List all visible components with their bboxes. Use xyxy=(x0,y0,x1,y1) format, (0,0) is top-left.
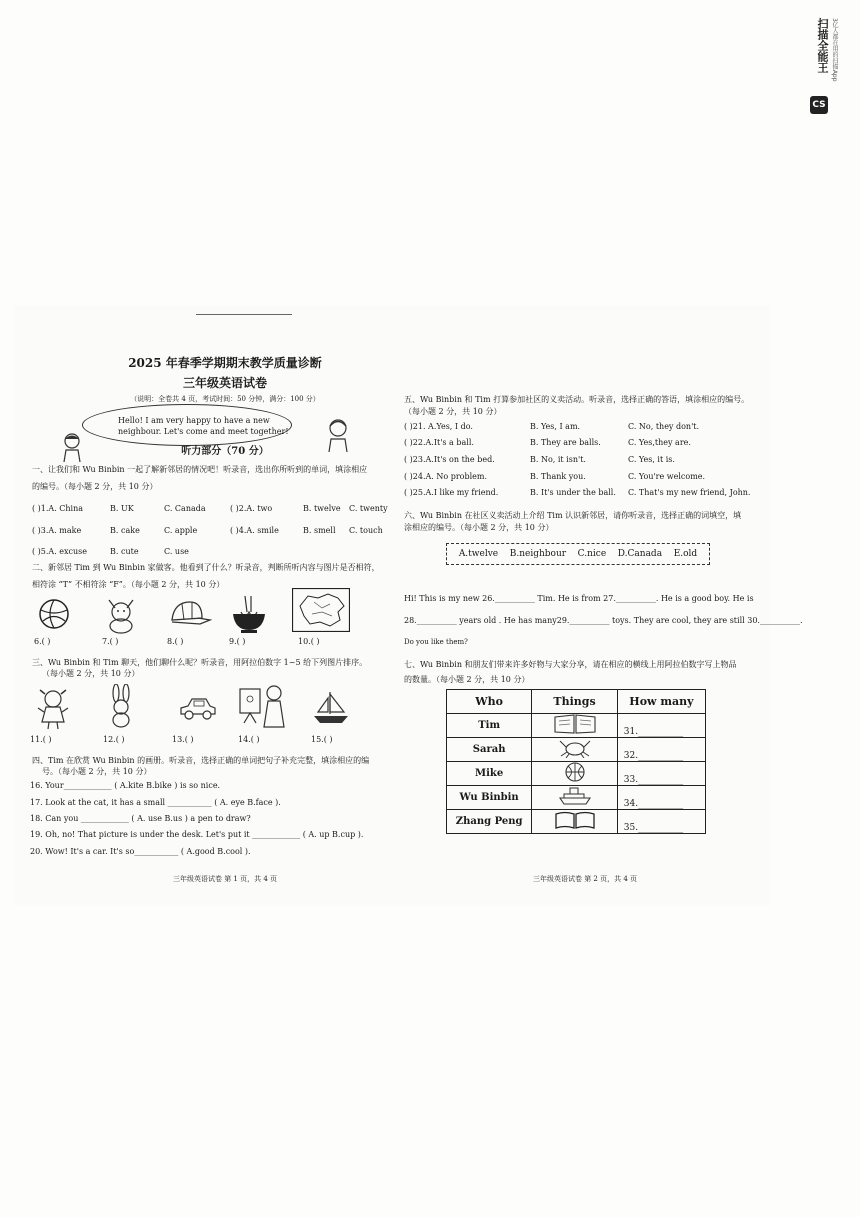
word-option-a: A.twelve xyxy=(458,549,499,559)
q2-option-b[interactable]: B. twelve xyxy=(303,504,341,513)
q9-answer[interactable]: 9.( ) xyxy=(229,637,246,646)
q25-option-a[interactable]: ( )25.A.I like my friend. xyxy=(404,488,499,497)
bubble-text-line-2: neighbour. Let's come and meet together! xyxy=(118,427,289,436)
q2-option-c[interactable]: C. twenty xyxy=(349,504,388,513)
things-cell xyxy=(532,810,618,834)
s1-instruction-line-2: 的编号。（每小题 2 分，共 10 分） xyxy=(32,482,158,491)
q7-answer[interactable]: 7.( ) xyxy=(102,637,119,646)
things-cell xyxy=(532,738,618,762)
q10-answer[interactable]: 10.( ) xyxy=(298,637,320,646)
passage-line-2[interactable]: 28.__________ years old . He has many29.__________ toys. They are cool, they are still 30.__________. xyxy=(404,616,803,625)
q15-answer[interactable]: 15.( ) xyxy=(311,735,333,744)
s3-instruction-line-1: 三、Wu Binbin 和 Tim 聊天，他们聊什么呢？听录音，用阿拉伯数字 1~5 给下列图片排序。 xyxy=(32,658,368,667)
q4-option-b[interactable]: B. smell xyxy=(303,526,336,535)
q8-answer[interactable]: 8.( ) xyxy=(167,637,184,646)
s3-instruction-line-2: （每小题 2 分，共 10 分） xyxy=(42,669,140,678)
app-name: 扫描全能王 xyxy=(816,18,829,73)
q25-option-b[interactable]: B. It's under the ball. xyxy=(530,488,616,497)
toy-ship-icon xyxy=(558,786,592,806)
word-option-e: E.old xyxy=(673,549,698,559)
cap-icon xyxy=(168,600,212,628)
top-rule xyxy=(196,314,292,315)
passage-line-3: Do you like them? xyxy=(404,638,468,646)
basketball-icon xyxy=(564,762,586,782)
page-2-footer: 三年级英语试卷 第 2 页，共 4 页 xyxy=(532,875,638,883)
q13-answer[interactable]: 13.( ) xyxy=(172,735,194,744)
word-option-c: C.nice xyxy=(577,549,607,559)
q21-option-b[interactable]: B. Yes, I am. xyxy=(530,422,581,431)
q3-option-c[interactable]: C. apple xyxy=(164,526,198,535)
s1-instruction-line-1: 一、让我们和 Wu Binbin 一起了解新邻居的情况吧！听录音，选出你所听到的单词，填涂相应 xyxy=(32,465,368,474)
q24-option-a[interactable]: ( )24.A. No problem. xyxy=(404,472,488,481)
q18-sentence[interactable]: 18. Can you ____________ ( A. use B.us ) a pen to draw? xyxy=(30,814,251,823)
s4-instruction-line-2: 号。（每小题 2 分，共 10 分） xyxy=(42,767,152,776)
header-how-many: How many xyxy=(617,690,705,714)
q12-answer[interactable]: 12.( ) xyxy=(103,735,125,744)
how-many-cell[interactable]: 35.__________ xyxy=(617,810,705,834)
how-many-cell[interactable]: 32.__________ xyxy=(617,738,705,762)
s6-instruction-line-1: 六、Wu Binbin 在社区义卖活动上介绍 Tim 认识新邻居，请你听录音，选择正确的词填空，填 xyxy=(404,511,742,520)
q23-option-c[interactable]: C. Yes, it is. xyxy=(628,455,675,464)
header-who: Who xyxy=(447,690,532,714)
page-1-footer: 三年级英语试卷 第 1 页，共 4 页 xyxy=(172,875,278,883)
s7-instruction-line-1: 七、Wu Binbin 和朋友们带来许多好物与大家分享，请在相应的横线上用阿拉伯数字写上物品 xyxy=(404,660,737,669)
q22-option-c[interactable]: C. Yes,they are. xyxy=(628,438,691,447)
q17-sentence[interactable]: 17. Look at the cat, it has a small ___________ ( A. eye B.face ). xyxy=(30,798,281,807)
q23-option-b[interactable]: B. No, it isn't. xyxy=(530,455,586,464)
s6-instruction-line-2: 涂相应的编号。（每小题 2 分，共 10 分） xyxy=(404,523,554,532)
noodles-icon xyxy=(231,594,267,634)
q1-option-b[interactable]: B. UK xyxy=(110,504,134,513)
q3-option-b[interactable]: B. cake xyxy=(110,526,140,535)
how-many-cell[interactable]: 33.__________ xyxy=(617,762,705,786)
q19-sentence[interactable]: 19. Oh, no! That picture is under the desk. Let's put it ____________ ( A. up B.cup ). xyxy=(30,830,364,839)
who-cell: Zhang Peng xyxy=(447,810,532,834)
q14-answer[interactable]: 14.( ) xyxy=(238,735,260,744)
s2-instruction-line-1: 二、新邻居 Tim 到 Wu Binbin 家做客。他看到了什么？听录音，判断所听内容与图片是否相符， xyxy=(32,563,380,572)
ball-icon xyxy=(38,598,70,630)
things-cell xyxy=(532,786,618,810)
header-things: Things xyxy=(532,690,618,714)
q2-option-a[interactable]: ( )2.A. two xyxy=(230,504,273,513)
s4-instruction-line-1: 四、Tim 在欣赏 Wu Binbin 的画册。听录音，选择正确的单词把句子补充完整，填涂相应的编 xyxy=(32,756,370,765)
who-cell: Tim xyxy=(447,714,532,738)
boat-icon xyxy=(312,690,350,726)
q6-answer[interactable]: 6.( ) xyxy=(34,637,51,646)
how-many-cell[interactable]: 31.__________ xyxy=(617,714,705,738)
toy-car-icon xyxy=(178,696,218,722)
q20-sentence[interactable]: 20. Wow! It's a car. It's so___________ ( A.good B.cool ). xyxy=(30,847,251,856)
items-table xyxy=(446,689,706,834)
q21-option-c[interactable]: C. No, they don't. xyxy=(628,422,700,431)
q22-option-a[interactable]: ( )22.A.It's a ball. xyxy=(404,438,474,447)
puppy-icon xyxy=(103,596,139,634)
word-option-d: D.Canada xyxy=(617,549,663,559)
rabbit-icon xyxy=(106,684,136,728)
book-icon xyxy=(553,714,597,734)
speech-bubble xyxy=(82,404,292,446)
who-cell: Wu Binbin xyxy=(447,786,532,810)
who-cell: Mike xyxy=(447,762,532,786)
s2-instruction-line-2: 相符涂 “T” 不相符涂 “F”。（每小题 2 分，共 10 分） xyxy=(32,580,225,589)
q23-option-a[interactable]: ( )23.A.It's on the bed. xyxy=(404,455,495,464)
q5-option-c[interactable]: C. use xyxy=(164,547,189,556)
china-map-icon xyxy=(292,588,350,632)
things-cell xyxy=(532,714,618,738)
table-row xyxy=(447,738,706,762)
q22-option-b[interactable]: B. They are balls. xyxy=(530,438,601,447)
table-row xyxy=(447,762,706,786)
how-many-cell[interactable]: 34.__________ xyxy=(617,786,705,810)
things-cell xyxy=(532,762,618,786)
q21-option-a[interactable]: ( )21. A.Yes, I do. xyxy=(404,422,473,431)
s7-instruction-line-2: 的数量。（每小题 2 分，共 10 分） xyxy=(404,675,530,684)
girl-drawing-icon xyxy=(238,683,288,729)
s5-instruction-line-2: （每小题 2 分，共 10 分） xyxy=(404,407,502,416)
crab-icon xyxy=(558,738,592,758)
who-cell: Sarah xyxy=(447,738,532,762)
q5-option-a[interactable]: ( )5.A. excuse xyxy=(32,547,87,556)
table-header-row xyxy=(447,690,706,714)
table-row xyxy=(447,810,706,834)
bubble-text-line-1: Hello! I am very happy to have a new xyxy=(118,416,270,425)
q4-option-a[interactable]: ( )4.A. smile xyxy=(230,526,279,535)
q4-option-c[interactable]: C. touch xyxy=(349,526,383,535)
q1-option-c[interactable]: C. Canada xyxy=(164,504,206,513)
open-book-icon xyxy=(554,810,596,830)
q3-option-a[interactable]: ( )3.A. make xyxy=(32,526,82,535)
passage-line-1[interactable]: Hi! This is my new 26.__________ Tim. He is from 27.__________. He is a good boy. He is xyxy=(404,594,754,603)
word-option-b: B.neighbour xyxy=(509,549,567,559)
doll-icon xyxy=(36,688,70,730)
q11-answer[interactable]: 11.( ) xyxy=(30,735,52,744)
q24-option-c[interactable]: C. You're welcome. xyxy=(628,472,706,481)
listening-heading: 听力部分（70 分） xyxy=(181,446,269,457)
app-tagline: 3亿人都在用的扫描App xyxy=(831,18,838,82)
exam-note: （说明：全卷共 4 页，考试时间：50 分钟，满分：100 分） xyxy=(130,395,320,403)
word-bank-box xyxy=(446,543,710,565)
exam-subtitle: 三年级英语试卷 xyxy=(182,376,267,390)
s5-instruction-line-1: 五、Wu Binbin 和 Tim 打算参加社区的义卖活动。听录音，选择正确的答语，填涂相应的编号。 xyxy=(404,395,750,404)
table-row xyxy=(447,786,706,810)
exam-title: 2025 年春季学期期末教学质量诊断 xyxy=(128,356,322,370)
camscanner-logo: CS xyxy=(810,96,828,114)
table-row xyxy=(447,714,706,738)
q24-option-b[interactable]: B. Thank you. xyxy=(530,472,586,481)
q1-option-a[interactable]: ( )1.A. China xyxy=(32,504,84,513)
q16-sentence[interactable]: 16. Your____________ ( A.kite B.bike ) is so nice. xyxy=(30,781,221,790)
q5-option-b[interactable]: B. cute xyxy=(110,547,139,556)
q25-option-c[interactable]: C. That's my new friend, John. xyxy=(628,488,751,497)
